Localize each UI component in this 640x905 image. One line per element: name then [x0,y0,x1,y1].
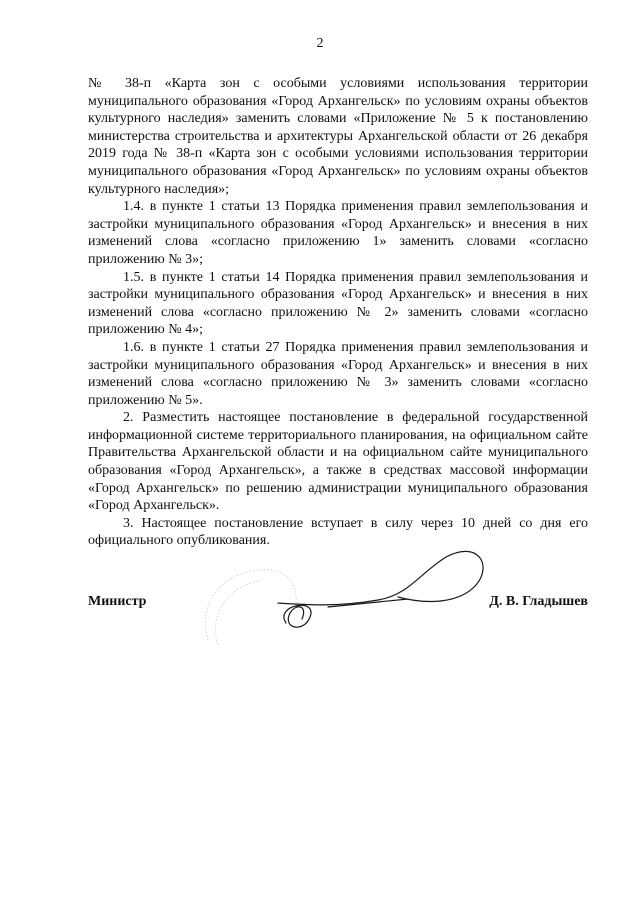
paragraph-3: 3. Настоящее постановление вступает в силу через 10 дней со дня его официального опубликования. [88,515,588,549]
paragraph-1-5: 1.5. в пункте 1 статьи 14 Порядка применения правил землепользования и застройки муниципального образования «Город Архангельск» и внесения в них изменений слова «согласно приложению № 2» заменить словами «согласно приложению № 4»; [88,269,588,338]
signer-title: Министр [88,594,147,609]
page-number: 2 [316,36,324,51]
document-body [88,75,588,550]
signature-block [88,594,588,614]
paragraph-1-6: 1.6. в пункте 1 статьи 27 Порядка применения правил землепользования и застройки муниципального образования «Город Архангельск» и внесения в них изменений слова «согласно приложению № 3» заменить словами «согласно приложению № 5». [88,339,588,408]
signer-name: Д. В. Гладышев [489,594,588,609]
paragraph-1-4: 1.4. в пункте 1 статьи 13 Порядка применения правил землепользования и застройки муниципального образования «Город Архангельск» и внесения в них изменений слова «согласно приложению 1» заменить словами «согласно приложению № 3»; [88,199,588,267]
paragraph-2: 2. Разместить настоящее постановление в федеральной государственной информационной системе территориального планирования, на официальном сайте Правительства Архангельской области и на официальном сайте муниципального образования «Город Архангельск», а также в средствах массовой информации «Город Архангельск» по решению администрации муниципального образования «Город Архангельск». [88,410,588,514]
paragraph-continuation: № 38-п «Карта зон с особыми условиями использования территории муниципального образования «Город Архангельск» по условиям охраны объектов культурного наследия» заменить словами «Приложение № 5 к постановлению министерства строительства и архитектуры Архангельской области от 26 декабря 2019 года № 38-п «Карта зон с особыми условиями использования территории муниципального образования «Город Архангельск» по условиям охраны объектов культурного наследия»; [88,76,588,197]
signature-stroke [278,551,483,627]
